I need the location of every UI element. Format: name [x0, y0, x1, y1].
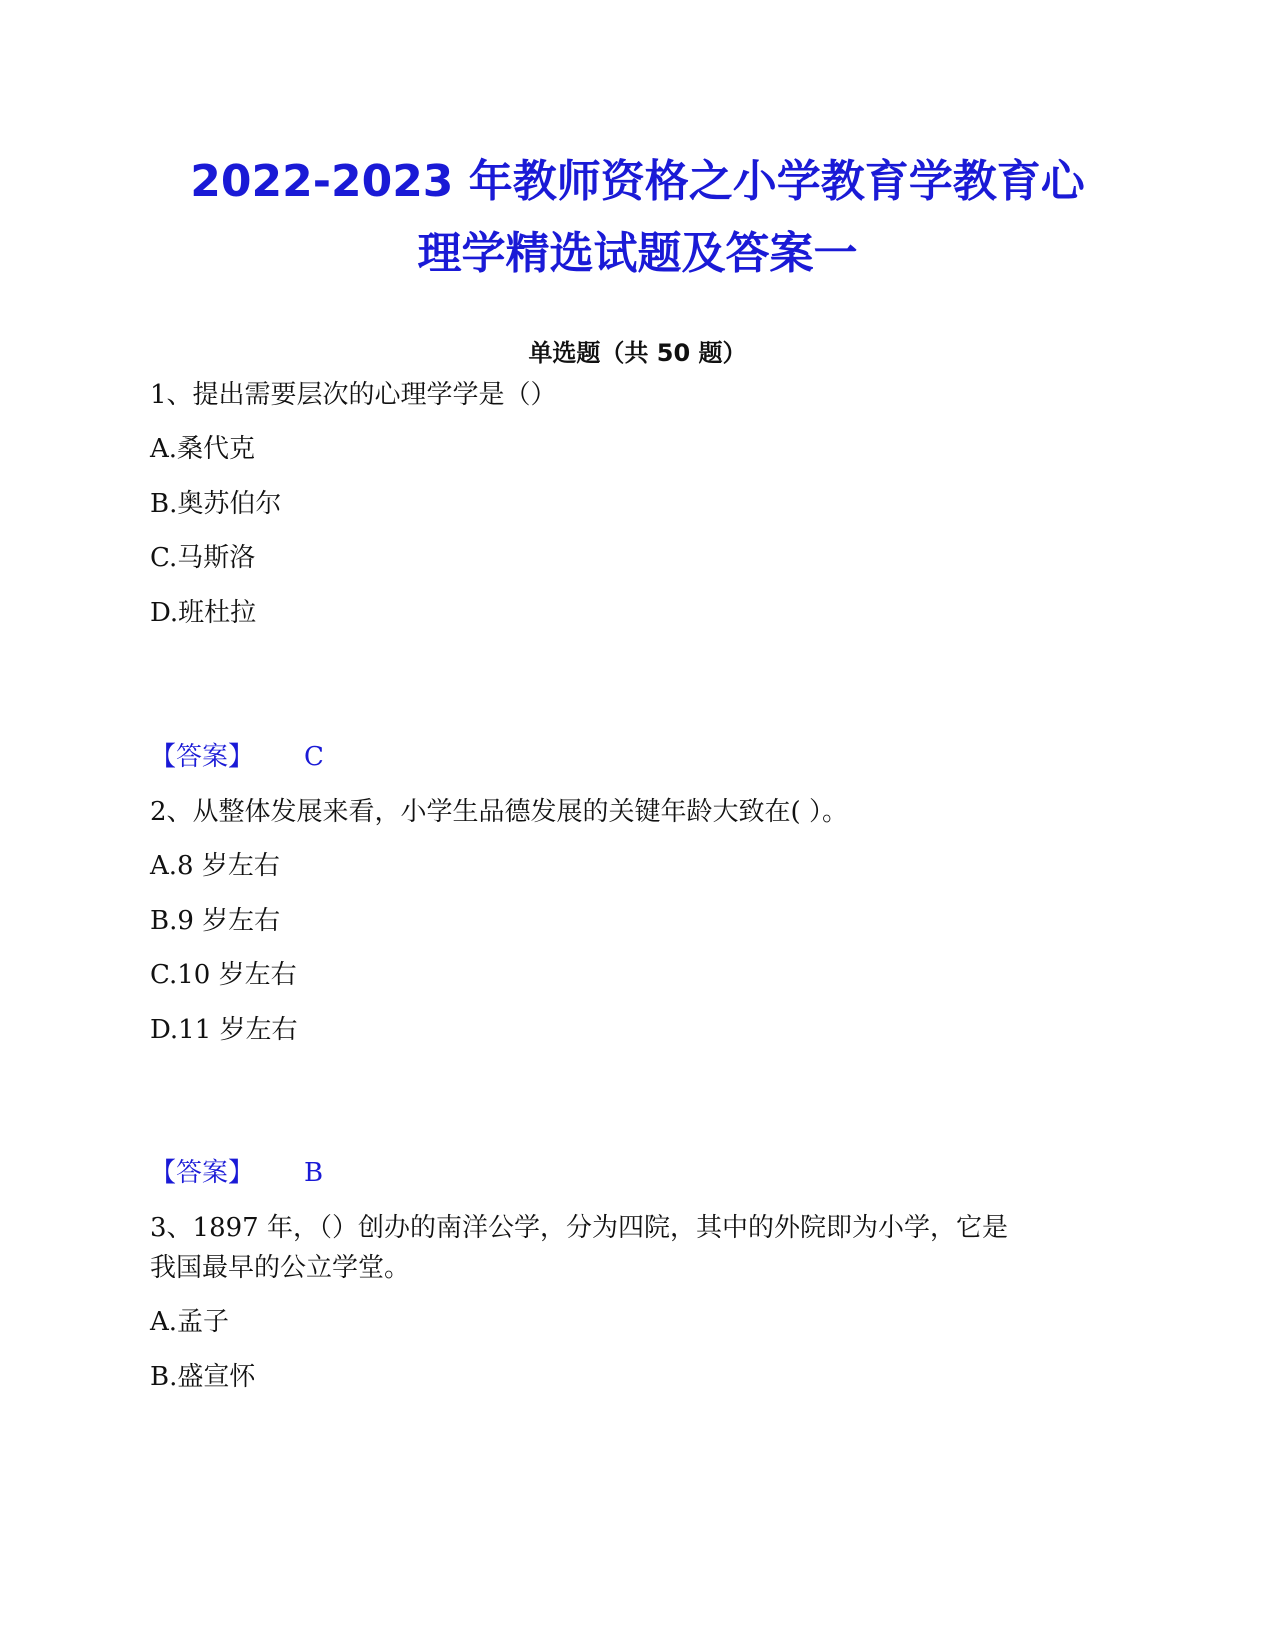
question-1-option-b: B.奥苏伯尔: [150, 489, 282, 519]
question-3-stem-line-1: 3、1897 年，（）创办的南洋公学，分为四院，其中的外院即为小学，它是: [150, 1213, 1008, 1243]
document-title-line-2: 理学精选试题及答案一: [417, 228, 858, 279]
question-1-option-a: A.桑代克: [150, 434, 256, 464]
question-2-option-d: D.11 岁左右: [150, 1015, 298, 1045]
question-2-stem: 2、从整体发展来看，小学生品德发展的关键年龄大致在( ）。: [150, 797, 848, 827]
question-1-stem: 1、提出需要层次的心理学学是（）: [150, 380, 557, 410]
question-1-answer: [150, 742, 324, 772]
section-heading: 单选题（共 50 题）: [528, 339, 747, 367]
question-3-stem-line-2: 我国最早的公立学堂。: [150, 1253, 411, 1283]
question-3-option-a: A.孟子: [150, 1307, 230, 1337]
document-title-line-1: 2022-2023 年教师资格之小学教育学教育心: [190, 156, 1085, 207]
question-2-option-b: B.9 岁左右: [150, 906, 281, 936]
question-2-option-a: A.8 岁左右: [150, 851, 280, 881]
question-2-answer: [150, 1158, 323, 1188]
answer-value: B: [304, 1158, 324, 1188]
question-1-option-d: D.班杜拉: [150, 598, 257, 628]
question-1-option-c: C.马斯洛: [150, 543, 256, 573]
answer-value: C: [304, 742, 324, 772]
question-3-option-b: B.盛宣怀: [150, 1362, 256, 1392]
answer-label: 【答案】: [150, 742, 255, 772]
question-2-option-c: C.10 岁左右: [150, 960, 297, 990]
answer-label: 【答案】: [150, 1158, 255, 1188]
